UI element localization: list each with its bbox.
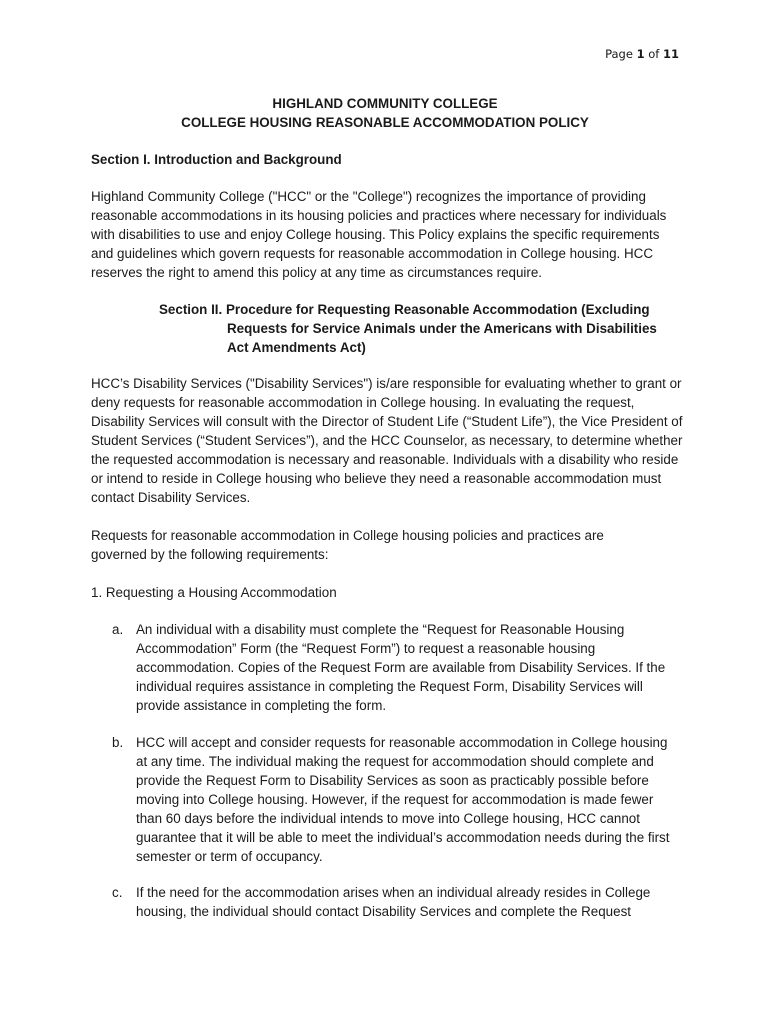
section1-body: Highland Community College ("HCC" or the "College") recognizes the importance of providing reasonable accommodations in its housing policies and practices where necessary for individuals with disabilities to use and enjoy College housing. This Policy explains the specific requirements and guidelines which govern requests for reasonable accommodation in College housing. HCC reserves the right to amend this policy at any time as circumstances require. [91,189,667,280]
list-item-a [112,620,682,715]
section2-heading [91,300,681,357]
list-item-text: If the need for the accommodation arises when an individual already resides in College housing, the individual should contact Disability Services and complete the Request [136,885,651,919]
section2-body2: Requests for reasonable accommodation in College housing policies and practices are governed by the following requirements: [91,528,604,562]
page-label: Page [605,47,633,61]
list-item-label: c. [112,885,123,900]
page-current: 1 [636,47,645,61]
list-item-text: HCC will accept and consider requests for reasonable accommodation in College housing at any time. The individual making the request for accommodation should complete and provide the Request Form to Disability Services as soon as practicably possible before moving into College housing. However, if the request for accommodation is made fewer than 60 days before the individual intends to move into College housing, HCC cannot guarantee that it will be able to meet the individual’s accommodation needs during the first semester or term of occupancy. [136,735,670,864]
page-of: of [648,47,660,61]
institution-title: HIGHLAND COMMUNITY COLLEGE [272,96,498,111]
subsection-heading: 1. Requesting a Housing Accommodation [91,585,337,600]
list-item-label: a. [112,622,124,637]
section2-heading-text: Section II. Procedure for Requesting Reasonable Accommodation (Excluding Requests for Service Animals under the Americans with Disabilities Act Amendments Act) [159,302,657,355]
section2-body1: HCC’s Disability Services ("Disability Services") is/are responsible for evaluating whether to grant or deny requests for reasonable accommodation in College housing. In evaluating the request, Disability Services will consult with the Director of Student Life (“Student Life”), the Vice President of Student Services (“Student Services”), and the HCC Counselor, as necessary, to determine whether the requested accommodation is necessary and reasonable. Individuals with a disability who reside or intend to reside in College housing who believe they need a reasonable accommodation must contact Disability Services. [91,376,683,505]
list-item-c [112,883,682,921]
page-number [605,47,679,61]
section1-heading: Section I. Introduction and Background [91,152,342,167]
page-total: 11 [662,47,679,61]
list-item-b [112,733,682,866]
list-item-text: An individual with a disability must complete the “Request for Reasonable Housing Accommodation” Form (the “Request Form”) to request a reasonable housing accommodation. Copies of the Request Form are available from Disability Services. If the individual requires assistance in completing the Request Form, Disability Services will provide assistance in completing the form. [136,622,666,713]
policy-title: COLLEGE HOUSING REASONABLE ACCOMMODATION POLICY [181,115,589,130]
list-item-label: b. [112,735,124,750]
